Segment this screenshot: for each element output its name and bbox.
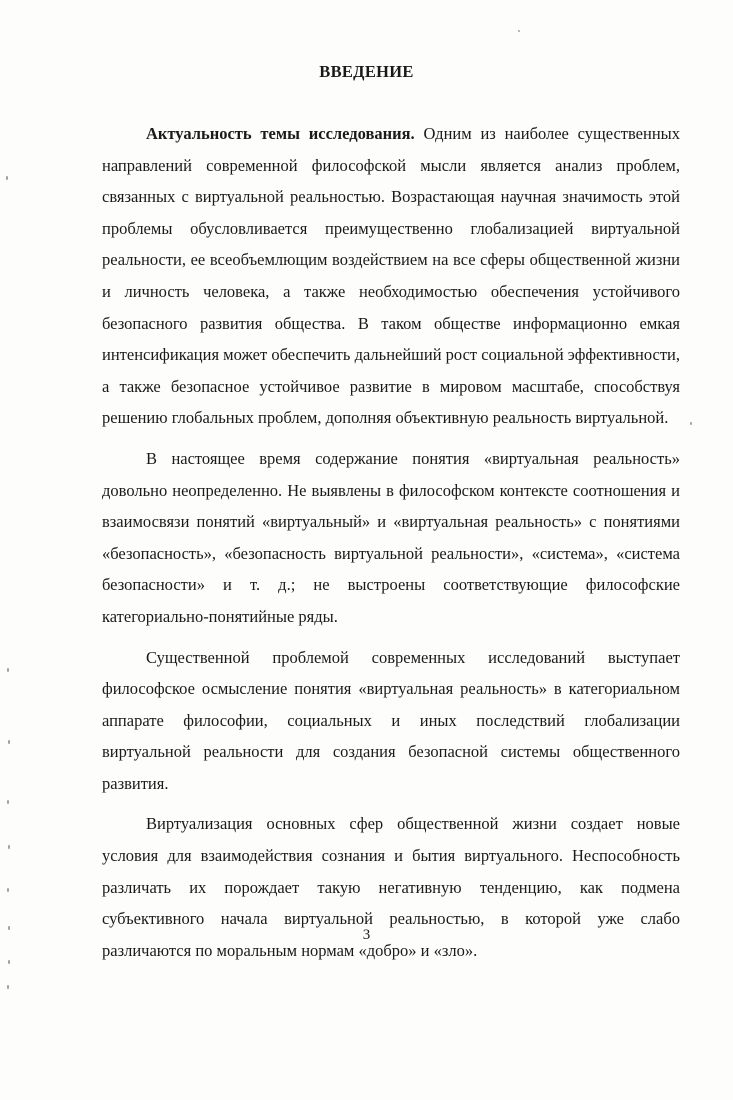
paragraph-text: В настоящее время содержание понятия «виртуальная реальность» довольно неопределенно. Не выявлены в философском контексте соотношения и взаимосвязи понятий «виртуальный» и «виртуальная реальность» с понятиями «безопасность», «безопасность виртуальной реальности», «система», «система безопасности» и т. д.; не выстроены соответствующие философские категориально-понятийные ряды.	[102, 448, 680, 626]
scan-speck	[7, 800, 9, 804]
page-number: 3	[362, 927, 371, 943]
paragraph-lead: Актуальность темы исследования.	[146, 124, 415, 143]
scan-speck	[690, 422, 692, 425]
paragraph-relevance	[102, 118, 680, 434]
paragraph-text: Одним из наиболее существенных направлений современной философской мысли является анализ проблем, связанных с виртуальной реальностью. Возрастающая научная значимость этой проблемы обусловливается преимущественно глобализацией виртуальной реальности, ее всеобъемлющим воздействием на все сферы общественной жизни и личность человека, а также необходимостью обеспечения устойчивого безопасного развития общества. В таком обществе информационно емкая интенсификация может обеспечить дальнейший рост социальной эффективности, а также безопасное устойчивое развитие в мировом масштабе, способствуя решению глобальных проблем, дополняя объективную реальность виртуальной.	[102, 124, 681, 428]
body-text	[102, 118, 680, 966]
paragraph-definition	[102, 443, 680, 633]
paragraph-text: Виртуализация основных сфер общественной жизни создает новые условия для взаимодействия сознания и бытия виртуального. Неспособность различать их порождает такую негативную тенденцию, как подмена субъективного начала виртуальной реальностью, в которой уже слабо различаются по моральным нормам «добро» и «зло».	[102, 814, 680, 960]
scan-speck	[7, 888, 9, 892]
scan-speck	[8, 960, 10, 964]
scan-speck	[8, 926, 10, 930]
scan-speck	[8, 740, 10, 744]
scan-speck	[7, 668, 9, 672]
paragraph-text: Существенной проблемой современных исследований выступает философское осмысление понятия «виртуальная реальность» в категориальном аппарате философии, социальных и иных последствий глобализации виртуальной реальности для создания безопасной системы общественного развития.	[102, 647, 680, 793]
page-title: ВВЕДЕНИЕ	[319, 62, 414, 81]
scan-speck	[518, 30, 520, 32]
scan-speck	[7, 985, 9, 989]
paragraph-problem	[102, 642, 680, 800]
scan-speck	[6, 176, 8, 180]
scan-speck	[8, 845, 10, 849]
